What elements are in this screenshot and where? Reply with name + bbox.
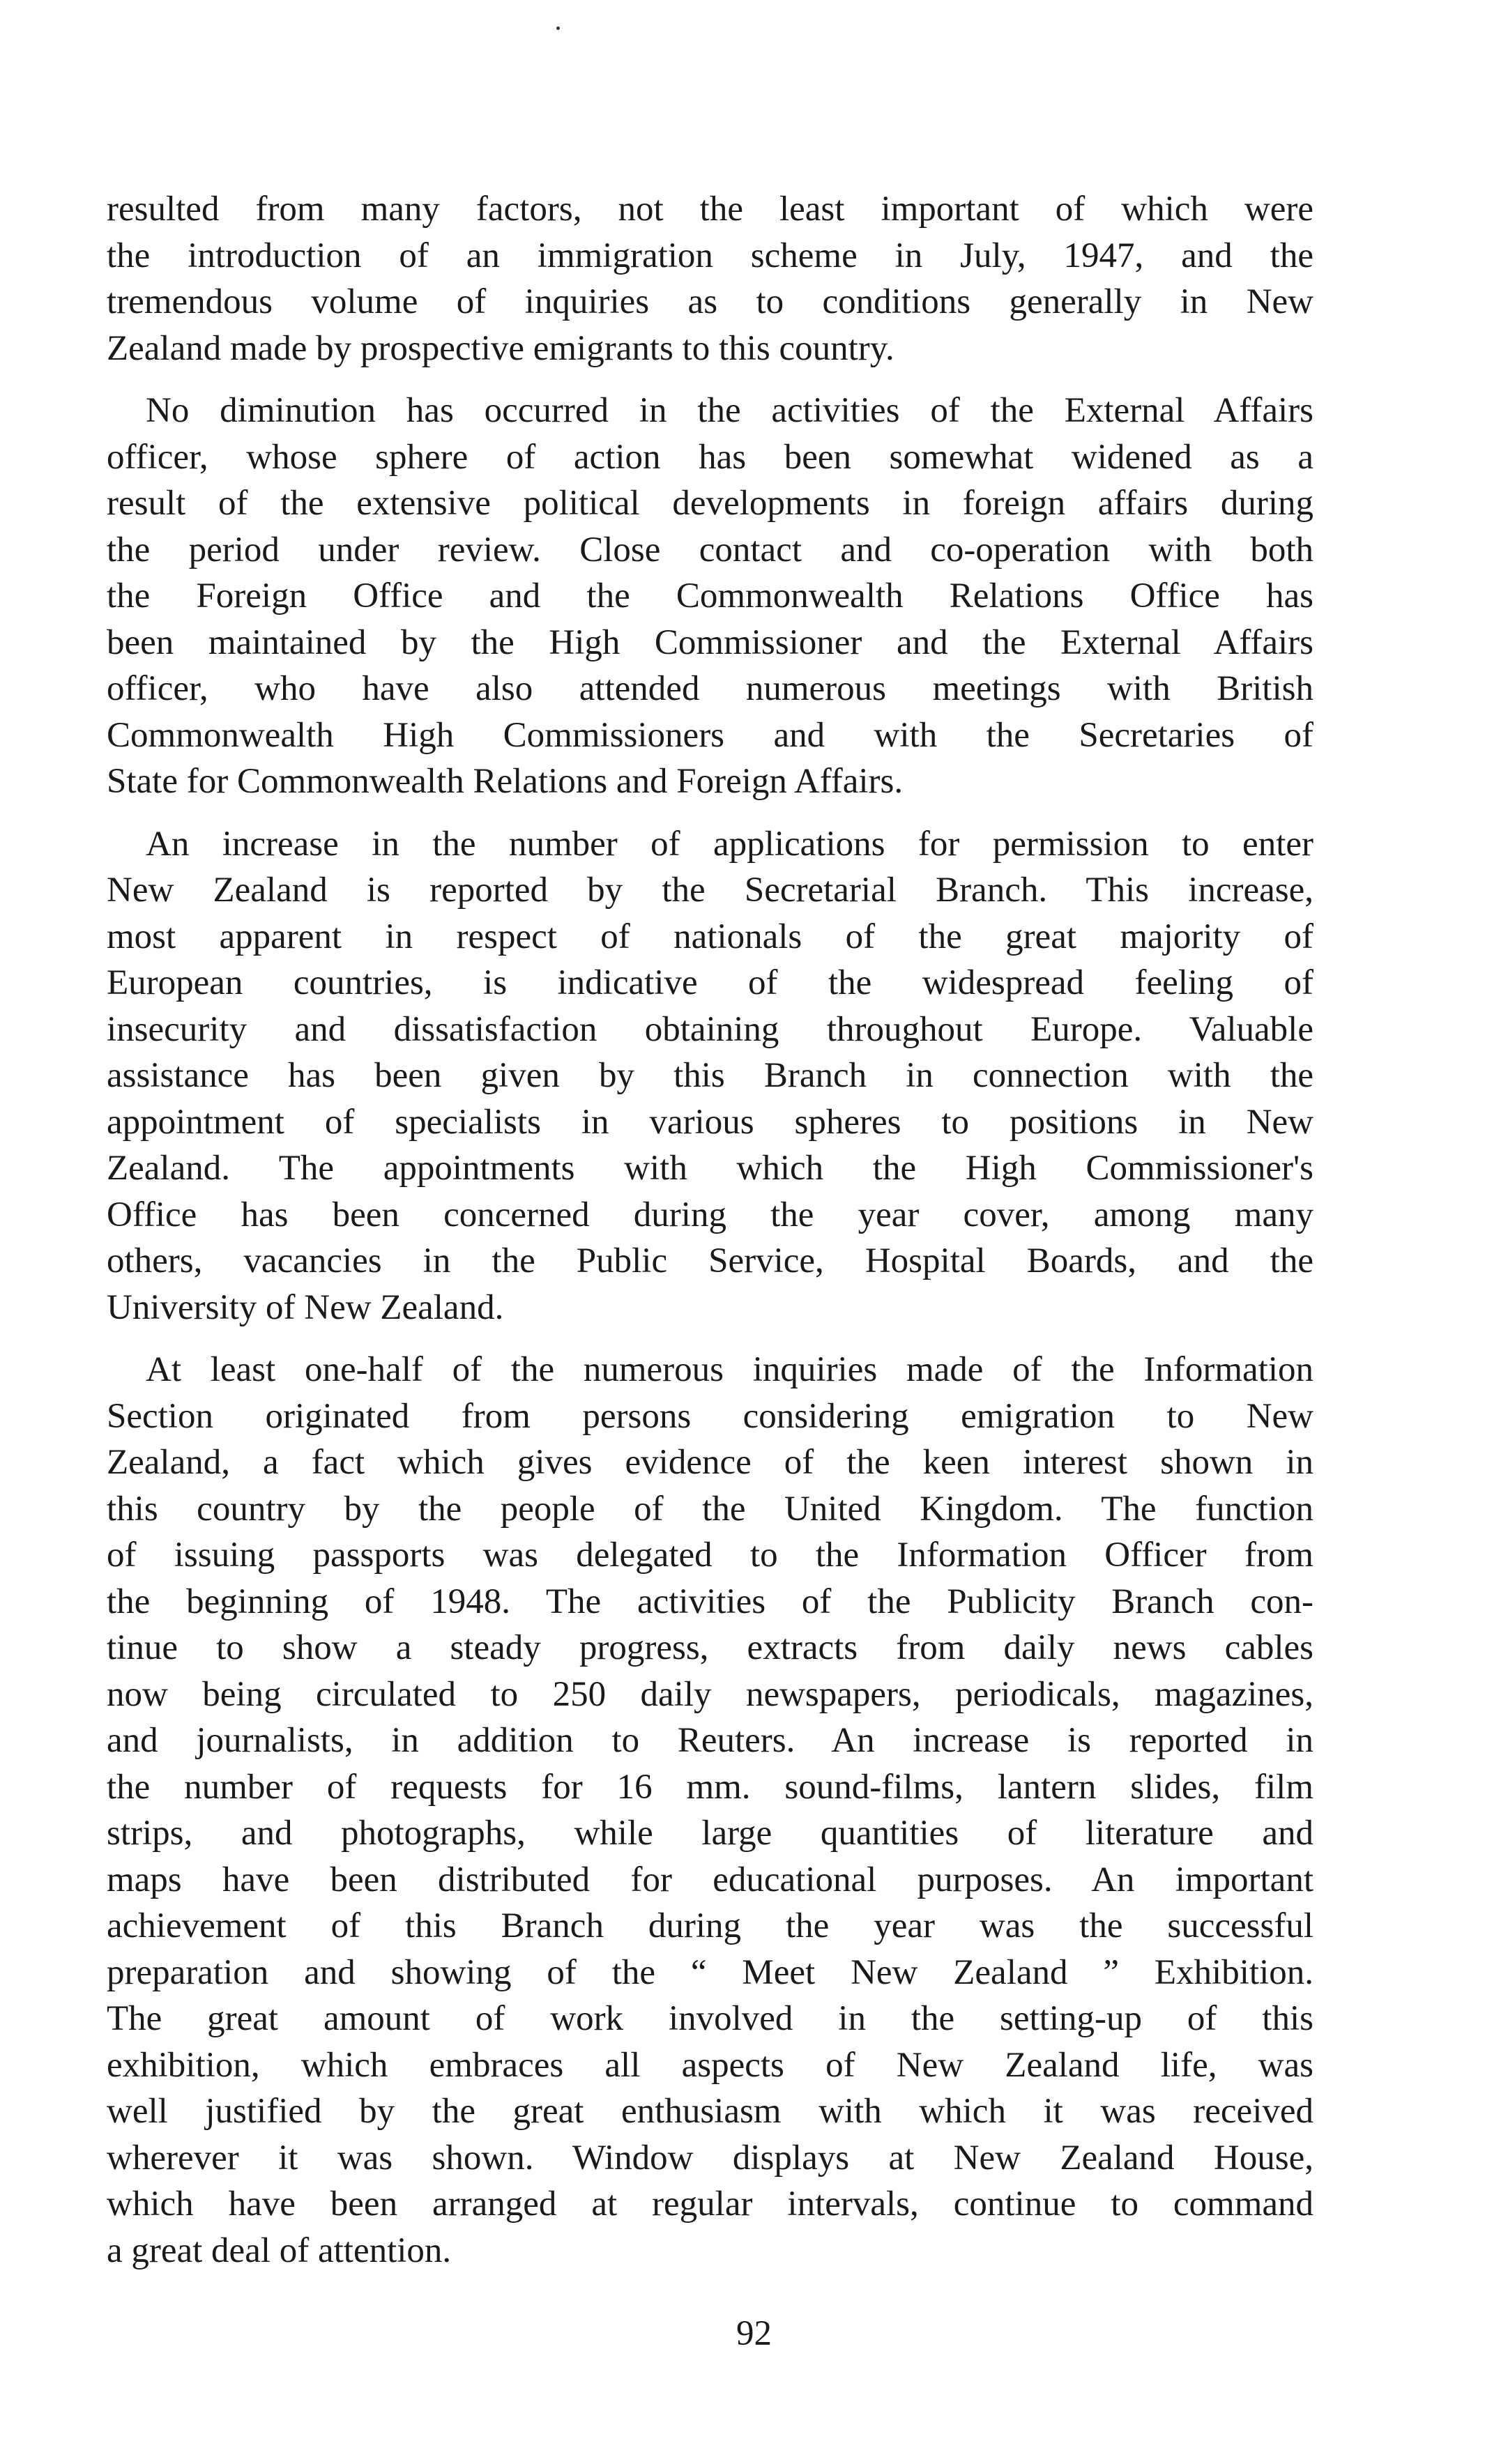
text-line: the Foreign Office and the Commonwealth Relations Office has <box>107 576 1313 615</box>
text-line: maps have been distributed for educational purposes. An important <box>107 1860 1313 1899</box>
text-line: others, vacancies in the Public Service, Hospital Boards, and the <box>107 1241 1313 1280</box>
text-line: tinue to show a steady progress, extracts from daily news cables <box>107 1628 1313 1667</box>
text-line: assistance has been given by this Branch in connection with the <box>107 1056 1313 1095</box>
stray-mark <box>556 26 560 30</box>
text-line: exhibition, which embraces all aspects of New Zealand life, was <box>107 2045 1313 2085</box>
text-line: of issuing passports was delegated to the Information Officer from <box>107 1536 1313 1575</box>
text-line: officer, who have also attended numerous meetings with British <box>107 669 1313 708</box>
text-line: and journalists, in addition to Reuters. An increase is reported in <box>107 1721 1313 1760</box>
text-line: been maintained by the High Commissioner and the External Affairs <box>107 622 1313 662</box>
text-line: most apparent in respect of nationals of the great majority of <box>107 917 1313 956</box>
text-line: appointment of specialists in various spheres to positions in New <box>107 1102 1313 1142</box>
text-line: Zealand. The appointments with which the High Commissioner's <box>107 1149 1313 1188</box>
text-line: wherever it was shown. Window displays at New Zealand House, <box>107 2138 1313 2178</box>
paragraph <box>107 1347 1313 2274</box>
text-line: The great amount of work involved in the setting-up of this <box>107 1999 1313 2038</box>
text-line: a great deal of attention. <box>107 2230 452 2270</box>
text-line: now being circulated to 250 daily newspapers, periodicals, magazines, <box>107 1674 1313 1714</box>
text-line: the number of requests for 16 mm. sound-films, lantern slides, film <box>107 1767 1313 1807</box>
text-line: Section originated from persons considering emigration to New <box>107 1396 1313 1436</box>
text-line: State for Commonwealth Relations and Foreign Affairs. <box>107 762 904 801</box>
paragraph <box>107 821 1313 1331</box>
page-number: 92 <box>736 2314 772 2353</box>
text-line: European countries, is indicative of the widespread feeling of <box>107 963 1313 1002</box>
text-line: the introduction of an immigration scheme in July, 1947, and the <box>107 236 1313 275</box>
text-line: resulted from many factors, not the least important of which were <box>107 190 1313 229</box>
text-line: this country by the people of the United Kingdom. The function <box>107 1489 1313 1529</box>
text-line: which have been arranged at regular intervals, continue to command <box>107 2184 1313 2224</box>
text-line: University of New Zealand. <box>107 1287 504 1327</box>
text-line: strips, and photographs, while large quantities of literature and <box>107 1814 1313 1853</box>
paragraph <box>107 186 1313 372</box>
text-line: An increase in the number of applications for permission to enter <box>146 824 1313 864</box>
text-line: achievement of this Branch during the year was the successful <box>107 1906 1313 1945</box>
text-line: result of the extensive political developments in foreign affairs during <box>107 484 1313 523</box>
text-line: Zealand, a fact which gives evidence of the keen interest shown in <box>107 1443 1313 1482</box>
text-line: At least one-half of the numerous inquiries made of the Information <box>146 1350 1313 1389</box>
text-line: officer, whose sphere of action has been somewhat widened as a <box>107 437 1313 477</box>
text-line: insecurity and dissatisfaction obtaining throughout Europe. Valuable <box>107 1009 1313 1049</box>
text-line: Office has been concerned during the year cover, among many <box>107 1195 1313 1234</box>
text-line: tremendous volume of inquiries as to conditions generally in New <box>107 282 1313 321</box>
paragraph <box>107 388 1313 805</box>
text-line: No diminution has occurred in the activities of the External Affairs <box>146 391 1313 430</box>
text-line: Commonwealth High Commissioners and with the Secretaries of <box>107 715 1313 755</box>
text-line: the beginning of 1948. The activities of the Publicity Branch con- <box>107 1582 1313 1621</box>
text-line: the period under review. Close contact and co-operation with both <box>107 530 1313 569</box>
text-line: New Zealand is reported by the Secretarial Branch. This increase, <box>107 871 1313 910</box>
text-line: preparation and showing of the “ Meet New Zealand ” Exhibition. <box>107 1952 1313 1992</box>
text-line: Zealand made by prospective emigrants to this country. <box>107 328 894 368</box>
text-line: well justified by the great enthusiasm with which it was received <box>107 2092 1313 2131</box>
body-text <box>107 186 1313 2290</box>
